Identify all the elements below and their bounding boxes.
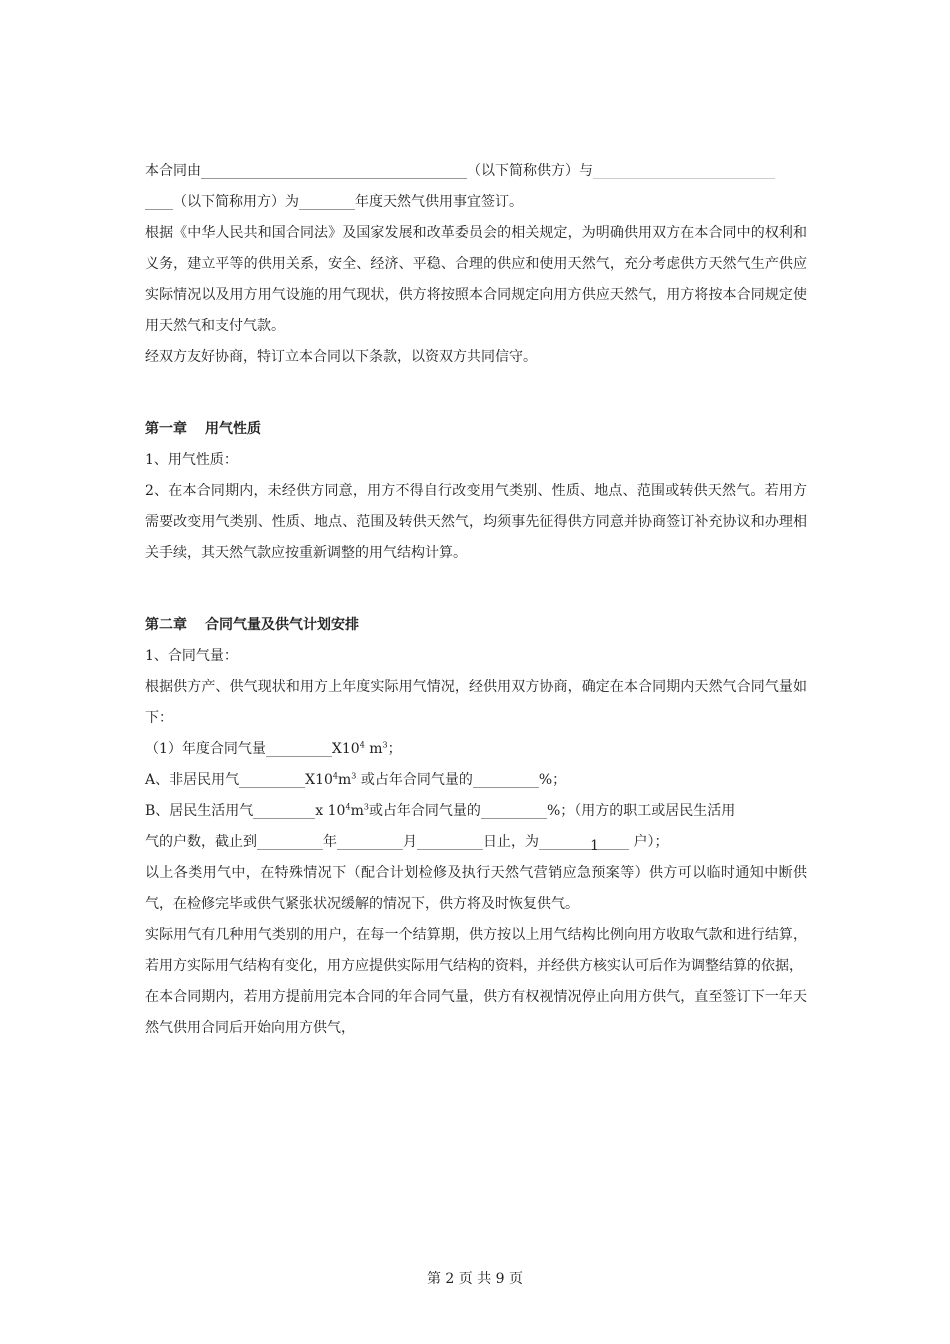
- chapter-2-paragraph-2: 以上各类用气中，在特殊情况下（配合计划检修及执行天然气营销应急预案等）供方可以临时通知中断供气，在检修完毕或供气紧张状况缓解的情况下，供方将及时恢复供气。: [145, 865, 807, 912]
- resident-percent-blank[interactable]: [481, 800, 547, 819]
- chapter-2-paragraph-3: 实际用气有几种用气类别的用户，在每一个结算期，供方按以上用气结构比例向用方收取气款和进行结算，若用方实际用气结构有变化，用方应提供实际用气结构的资料，并经供方核实认可后作为调整结算的依据，: [145, 927, 807, 974]
- non-resident-percent-blank[interactable]: [473, 769, 539, 788]
- chapter-2-title: 第二章 合同气量及供气计划安排: [145, 617, 359, 633]
- user-name-blank-cont[interactable]: [145, 191, 173, 210]
- non-resident-line: A、非居民用气 $X10^4m^3$ 或占年合同气量的 %；: [145, 765, 807, 796]
- deadline-year-blank[interactable]: [257, 831, 323, 850]
- annual-volume-line: （1）年度合同气量 $X10^4$ $m^3$；: [145, 734, 807, 765]
- chapter-1-title: 第一章 用气性质: [145, 421, 261, 437]
- intro-paragraph-1: 根据《中华人民共和国合同法》及国家发展和改革委员会的相关规定，为明确供用双方在本合同中的权利和义务，建立平等的供用关系，安全、经济、平稳、合理的供应和使用天然气，充分考虑供方天然气生产供应实际情况以及用方用气设施的用气现状，供方将按照本合同规定向用方供应天然气，用方将按本合同规定使用天然气和支付气款。: [145, 225, 807, 334]
- chapter-1-item-2: 2、在本合同期内，未经供方同意，用方不得自行改变用气类别、性质、地点、范围或转供天然气。若用方需要改变用气类别、性质、地点、范围及转供天然气，均须事先征得供方同意并协商签订补充协议和办理相关手续，其天然气款应按重新调整的用气结构计算。: [145, 483, 807, 561]
- annual-volume-blank[interactable]: [266, 738, 332, 757]
- document-body: [145, 156, 807, 1044]
- chapter-2-paragraph-4: 在本合同期内，若用方提前用完本合同的年合同气量，供方有权视情况停止向用方供气，直至签订下一年天然气供用合同后开始向用方供气，: [145, 989, 807, 1036]
- household-line: 气的户数，截止到 年 月 日止，为 1 户）；: [145, 827, 807, 858]
- section-spacer: [145, 373, 807, 414]
- chapter-2-paragraph-1: 根据供方产、供气现状和用方上年度实际用气情况，经供用双方协商，确定在本合同期内天然气合同气量如下：: [145, 679, 807, 726]
- household-count-blank-2[interactable]: [599, 831, 629, 850]
- intro-paragraph-2: 经双方友好协商，特订立本合同以下条款，以资双方共同信守。: [145, 349, 537, 365]
- intro-text: （以下简称用方）为: [173, 194, 299, 210]
- intro-line-1: [145, 156, 807, 187]
- intro-text: （以下简称供方）与: [467, 163, 593, 179]
- intro-line-2: [145, 187, 807, 218]
- intro-text: 本合同由: [145, 163, 201, 179]
- supplier-name-blank[interactable]: [201, 160, 467, 179]
- user-name-blank[interactable]: [593, 160, 775, 179]
- non-resident-volume-blank[interactable]: [239, 769, 305, 788]
- chapter-2-item-1: 1、合同气量：: [145, 648, 238, 664]
- chapter-1-item-1: 1、用气性质：: [145, 452, 238, 468]
- household-count-blank[interactable]: 1: [539, 831, 599, 850]
- page-footer: 第 2 页 共 9 页: [426, 1271, 524, 1287]
- contract-year-blank[interactable]: [299, 191, 355, 210]
- resident-line: B、居民生活用气 x $10^4m^3$或占年合同气量的 %；（用方的职工或居民生活用: [145, 796, 807, 827]
- deadline-day-blank[interactable]: [417, 831, 483, 850]
- section-spacer: [145, 569, 807, 610]
- deadline-month-blank[interactable]: [337, 831, 403, 850]
- intro-text: 年度天然气供用事宜签订。: [355, 194, 523, 210]
- resident-volume-blank[interactable]: [253, 800, 315, 819]
